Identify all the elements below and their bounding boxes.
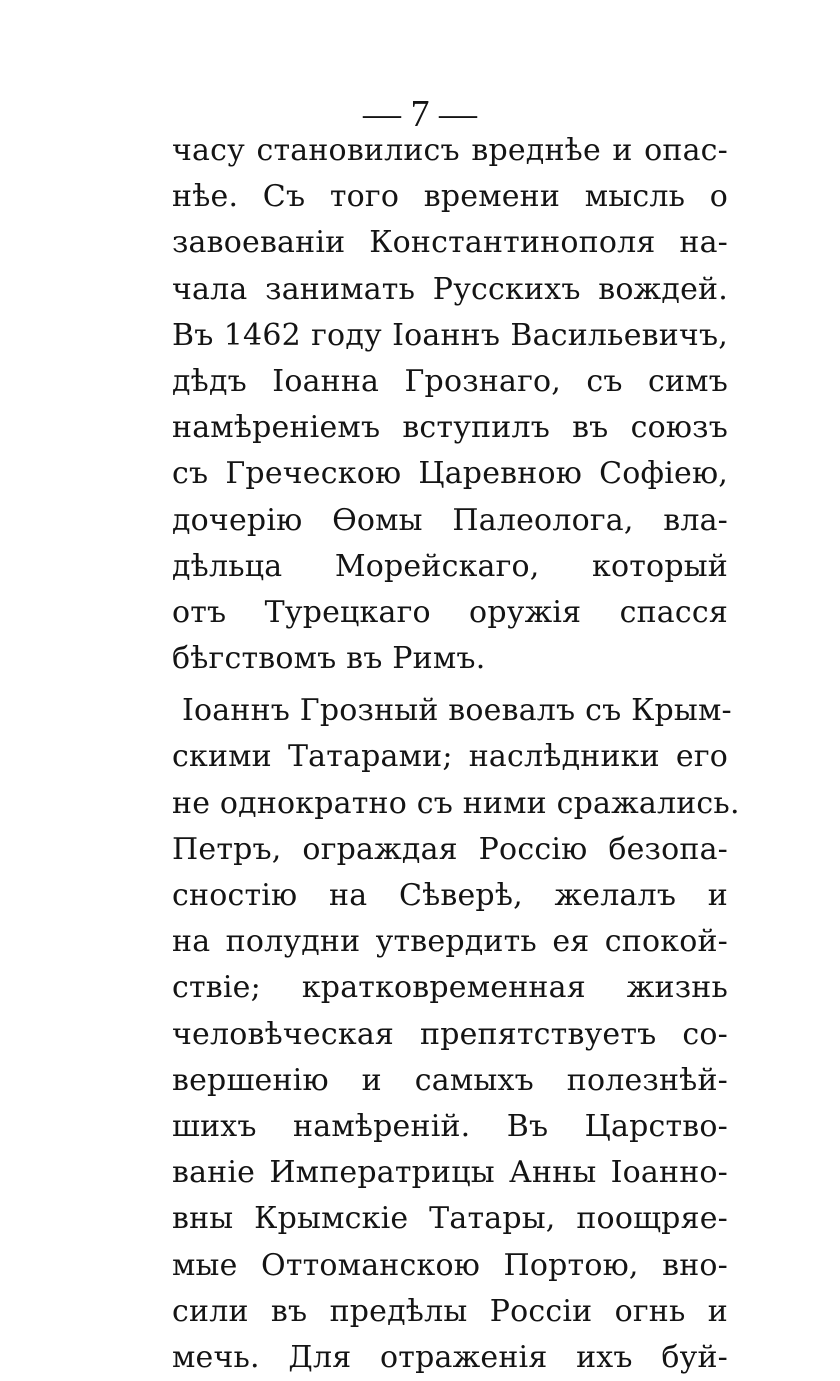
- text-line: завоеваніи Константинополя на-: [172, 225, 728, 261]
- text-line: дочерію Ѳомы Палеолога, вла-: [172, 502, 728, 538]
- text-line: съ Греческою Царевною Софіею,: [172, 456, 728, 492]
- text-line: не однократно съ ними сражались.: [172, 785, 740, 821]
- text-line: нѣе. Съ того времени мысль о: [172, 179, 728, 215]
- text-line: сностію на Сѣверѣ, желалъ и: [172, 878, 728, 913]
- text-line: часу становилисъ вреднѣе и опас-: [172, 133, 728, 168]
- text-line: ваніе Императрицы Анны Іоанно-: [172, 1155, 728, 1191]
- text-line: мые Оттоманскою Портою, вно-: [172, 1247, 728, 1283]
- text-line: Іоаннъ Грозный воевалъ съ Крым-: [182, 693, 732, 729]
- text-line: мечь. Для отраженія ихъ буй-: [172, 1339, 728, 1375]
- text-line: дѣльца Морейскаго, который: [172, 548, 728, 584]
- text-line: сили въ предѣлы Россіи огнь и: [172, 1293, 728, 1329]
- text-line: Въ 1462 году Іоаннъ Васильевичъ,: [172, 317, 728, 353]
- page-number: — 7 —: [363, 93, 477, 135]
- text-block: [172, 128, 740, 1381]
- text-line: на полудни утвердить ея спокой-: [172, 924, 728, 960]
- text-line: человѣческая препятствуетъ со-: [172, 1016, 728, 1052]
- text-line: дѣдъ Іоанна Грознаго, съ симъ: [172, 363, 728, 399]
- text-line: Петръ, ограждая Россію безопа-: [172, 831, 728, 867]
- text-line: намѣреніемъ вступилъ въ союзъ: [172, 410, 728, 446]
- text-line: ствіе; кратковременная жизнь: [172, 970, 728, 1006]
- text-line: вны Крымскіе Татары, поощряе-: [172, 1201, 728, 1237]
- text-line: бѣгствомъ въ Римъ.: [172, 641, 486, 677]
- text-line: отъ Турецкаго оружія спасся: [172, 594, 728, 630]
- text-line: шихъ намѣреній. Въ Царствo-: [172, 1108, 728, 1144]
- text-line: чала занимать Русскихъ вождей.: [172, 271, 728, 307]
- text-line: скими Татарами; наслѣдники его: [172, 739, 728, 775]
- text-line: вершенію и самыхъ полезнѣй-: [172, 1062, 728, 1098]
